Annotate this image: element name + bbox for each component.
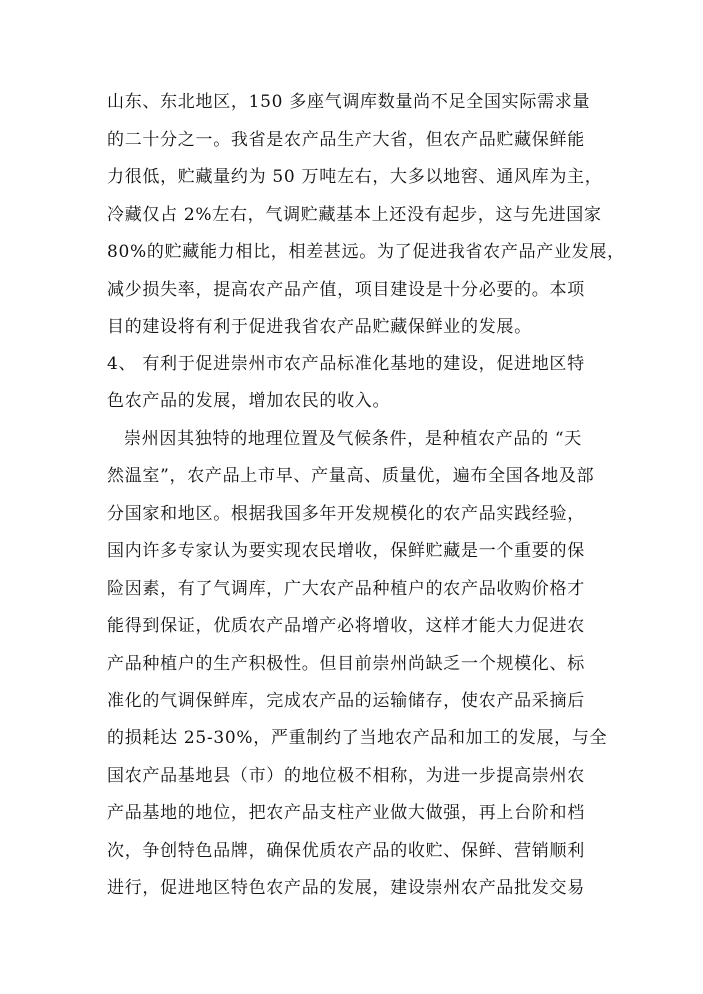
text-line: 80%的贮藏能力相比，相差甚远。为了促进我省农产品产业发展， xyxy=(107,242,625,262)
text-line: 目的建设将有利于促进我省农产品贮藏保鲜业的发展。 xyxy=(107,317,532,337)
text-line: 的二十分之一。我省是农产品生产大省，但农产品贮藏保鲜能 xyxy=(107,130,585,150)
text-line: 准化的气调保鲜库，完成农产品的运输储存，使农产品采摘后 xyxy=(107,691,585,711)
text-line: 能得到保证，优质农产品增产必将增收，这样才能大力促进农 xyxy=(107,616,585,636)
numbered-heading: 4、 有利于促进崇州市农产品标准化基地的建设，促进地区特 xyxy=(107,354,585,374)
text-line: 色农产品的发展，增加农民的收入。 xyxy=(107,391,391,411)
text-line: 次，争创特色品牌，确保优质农产品的收贮、保鲜、营销顺利 xyxy=(107,841,585,861)
text-line: 减少损失率，提高农产品产值，项目建设是十分必要的。本项 xyxy=(107,280,585,300)
text-line: 国内许多专家认为要实现农民增收，保鲜贮藏是一个重要的保 xyxy=(107,541,585,561)
paragraph-first-line: 崇州因其独特的地理位置及气候条件，是种植农产品的 “天 xyxy=(124,429,582,449)
text-line: 国农产品基地县（市）的地位极不相称，为进一步提高崇州农 xyxy=(107,766,585,786)
text-line: 然温室”，农产品上市早、产量高、质量优，遍布全国各地及部 xyxy=(107,466,595,486)
text-line: 进行，促进地区特色农产品的发展，建设崇州农产品批发交易 xyxy=(107,878,585,898)
text-line: 分国家和地区。根据我国多年开发规模化的农产品实践经验， xyxy=(107,504,585,524)
text-line: 险因素，有了气调库，广大农产品种植户的农产品收购价格才 xyxy=(107,579,585,599)
text-line: 产品基地的地位，把农产品支柱产业做大做强，再上台阶和档 xyxy=(107,803,585,823)
text-line: 山东、东北地区，150 多座气调库数量尚不足全国实际需求量 xyxy=(107,92,591,112)
text-line: 力很低，贮藏量约为 50 万吨左右，大多以地窖、通风库为主， xyxy=(107,167,603,187)
text-line: 冷藏仅占 2%左右，气调贮藏基本上还没有起步，这与先进国家 xyxy=(107,205,602,225)
text-line: 产品种植户的生产积极性。但目前崇州尚缺乏一个规模化、标 xyxy=(107,654,585,674)
text-line: 的损耗达 25-30%，严重制约了当地农产品和加工的发展，与全 xyxy=(107,728,608,748)
